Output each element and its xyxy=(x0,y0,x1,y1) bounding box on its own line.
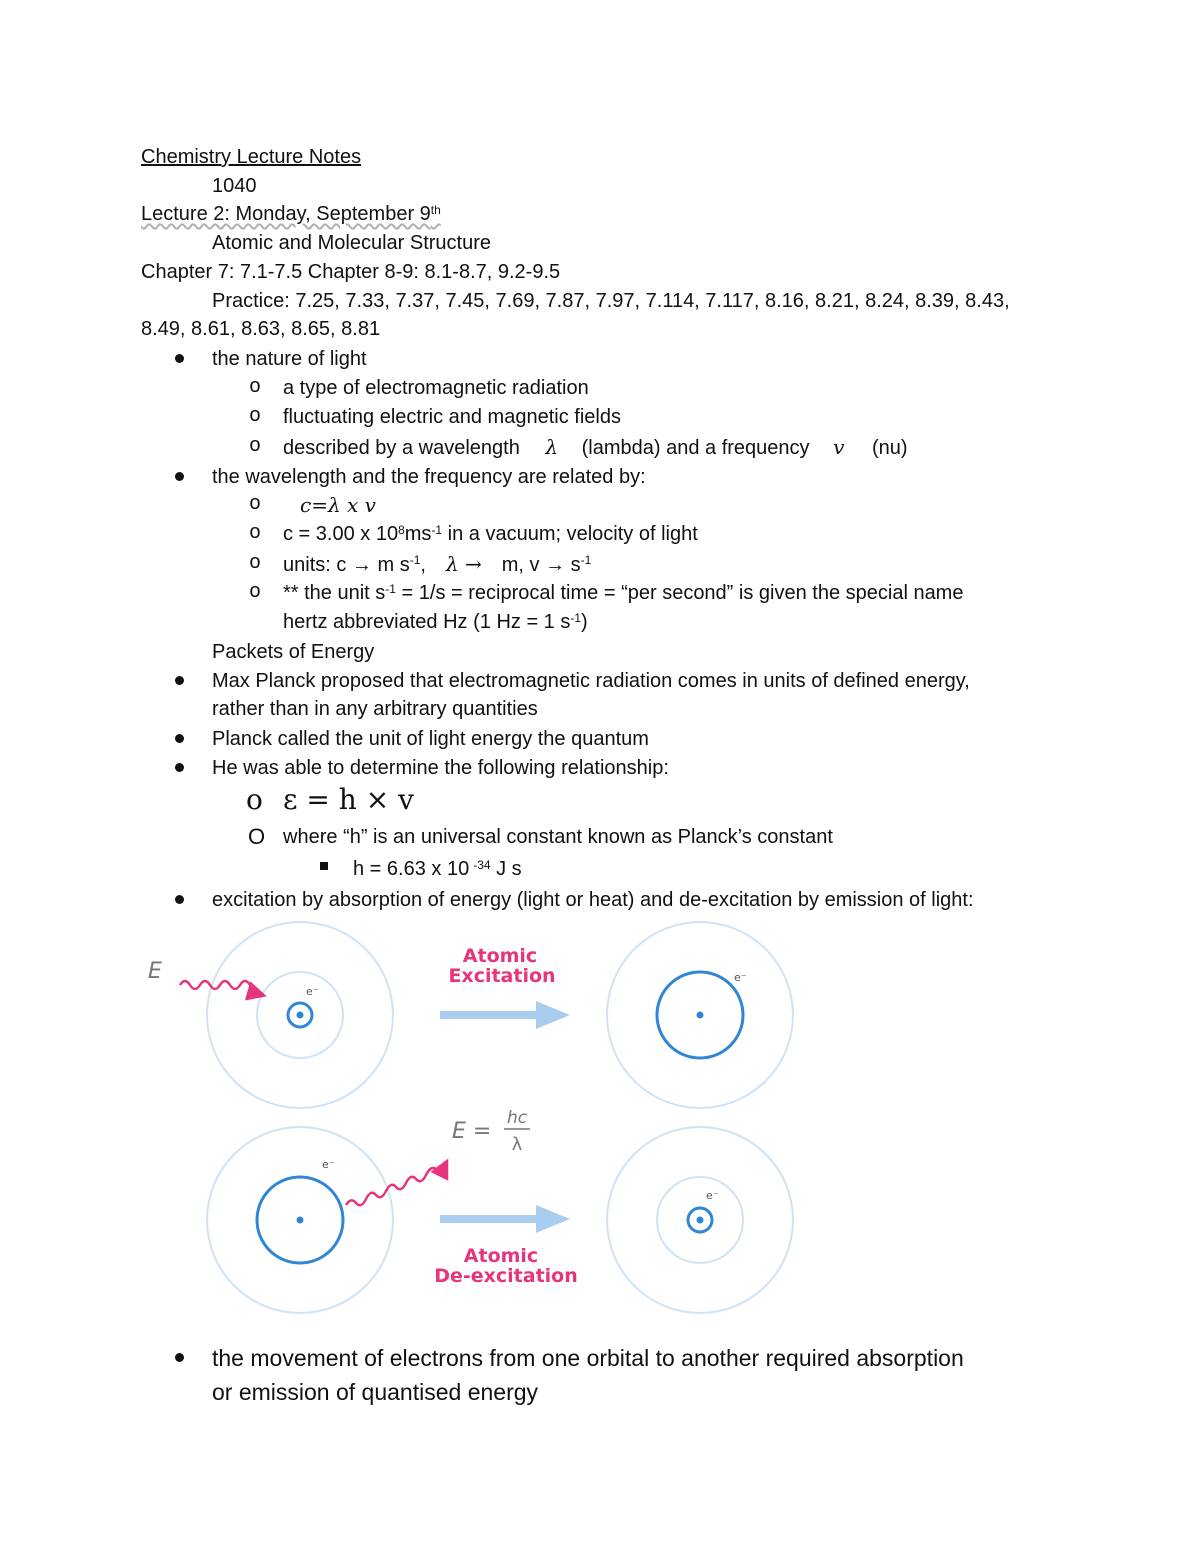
emitted-photon-wave xyxy=(346,1163,446,1205)
bullet-dot xyxy=(175,354,184,363)
practice-line-1: Practice: 7.25, 7.33, 7.37, 7.45, 7.69, 7.87, 7.97, 7.114, 7.117, 8.16, 8.21, 8.24, 8.39, 8.43, xyxy=(212,290,1010,312)
hertz-text-cont: = 1/s = reciprocal time = “per second” is given the special name xyxy=(395,582,964,604)
excitation-diagram xyxy=(140,915,820,1315)
units-lambda: λ → xyxy=(445,552,482,576)
sub-bullet-em-radiation: a type of electromagnetic radiation xyxy=(283,377,589,399)
sub-bullet-marker: o xyxy=(249,493,262,516)
section-packets-of-energy: Packets of Energy xyxy=(212,641,375,663)
bullet-nature-of-light: the nature of light xyxy=(212,348,367,370)
sub-bullet-wavelength-frequency xyxy=(283,434,908,461)
incoming-photon-wave xyxy=(180,981,262,995)
formula-denominator: λ xyxy=(511,1134,523,1155)
planck-equation: ε = h × v xyxy=(283,783,414,816)
lecture-sup: th xyxy=(430,203,441,217)
sub-bullet-marker: o xyxy=(249,522,262,545)
deexcitation-label-2: De-excitation xyxy=(434,1265,578,1287)
bullet-excitation: excitation by absorption of energy (light or heat) and de-excitation by emission of light: xyxy=(212,889,974,911)
title-text: Chemistry Lecture Notes xyxy=(141,146,362,168)
electron-label: e⁻ xyxy=(706,1189,719,1202)
energy-label: E xyxy=(148,959,162,984)
nu-text: (nu) xyxy=(872,437,908,459)
excitation-label-2: Excitation xyxy=(448,965,556,987)
bullet-dot xyxy=(175,676,184,685)
exp-neg1: -1 xyxy=(431,523,443,537)
sub-bullet-speed-of-light xyxy=(283,521,698,547)
bullet-relationship: He was able to determine the following relationship: xyxy=(212,757,669,779)
planck-constant-text: where “h” is an universal constant known as Planck’s constant xyxy=(283,826,833,848)
sub-bullet-units xyxy=(283,551,591,578)
close-paren: ) xyxy=(581,611,588,633)
exp-neg1: -1 xyxy=(385,582,396,596)
planck-constant-value xyxy=(353,856,522,882)
bullet-dot xyxy=(175,734,184,743)
bullet-dot xyxy=(175,1353,184,1362)
exp-neg1: -1 xyxy=(409,553,421,567)
h-unit: J s xyxy=(490,858,522,880)
excitation-arrow xyxy=(440,1001,570,1029)
wavelength-text: described by a wavelength xyxy=(283,437,520,459)
sub-bullet-hertz-line2 xyxy=(283,609,588,635)
nu-symbol: v xyxy=(833,435,845,459)
practice-line-2: 8.49, 8.61, 8.63, 8.65, 8.81 xyxy=(141,318,381,340)
sub-bullet-marker: o xyxy=(249,581,262,604)
exp-neg1: -1 xyxy=(570,611,582,625)
bullet-dot xyxy=(175,472,184,481)
hertz-text: ** the unit s xyxy=(283,582,386,604)
bullet-relation: the wavelength and the frequency are related by: xyxy=(212,466,646,488)
bullet-dot xyxy=(175,763,184,772)
bullet-electron-movement-line2: or emission of quantised energy xyxy=(212,1379,539,1405)
lecture-heading xyxy=(141,201,441,227)
sub-bullet-hertz xyxy=(283,580,963,606)
exp-8: 8 xyxy=(398,523,405,537)
electron-label: e⁻ xyxy=(734,971,747,984)
deexcitation-arrow xyxy=(440,1205,570,1233)
sub-bullet-marker: o xyxy=(249,435,262,458)
excitation-label-1: Atomic xyxy=(462,945,538,967)
frequency-text: (lambda) and a frequency xyxy=(581,437,810,459)
topic: Atomic and Molecular Structure xyxy=(212,232,492,254)
formula-numerator: hc xyxy=(506,1108,528,1128)
equation-c: c=λ x v xyxy=(300,493,376,517)
c-value: c = 3.00 x 10 xyxy=(283,523,399,545)
hertz-abbrev: hertz abbreviated Hz (1 Hz = 1 s xyxy=(283,611,571,633)
exp-neg1: -1 xyxy=(580,553,592,567)
lambda-symbol: λ xyxy=(545,435,559,459)
bullet-planck-line1: Max Planck proposed that electromagnetic radiation comes in units of defined energy, xyxy=(212,670,970,692)
sub-bullet-marker: o xyxy=(249,405,262,428)
atom-relaxed-state xyxy=(607,1127,793,1313)
sub-bullet-marker: o xyxy=(249,552,262,575)
deexcitation-label-1: Atomic xyxy=(463,1245,539,1267)
comma: , xyxy=(420,554,426,576)
sub-bullet-marker: o xyxy=(246,783,263,816)
bullet-electron-movement-line1: the movement of electrons from one orbital to another required absorption xyxy=(212,1345,964,1371)
chapters: Chapter 7: 7.1-7.5 Chapter 8-9: 8.1-8.7, 9.2-9.5 xyxy=(141,261,561,283)
electron-label: e⁻ xyxy=(306,985,319,998)
units-c: units: c → m s xyxy=(283,554,410,576)
vacuum-text: in a vacuum; velocity of light xyxy=(442,523,698,545)
c-unit: ms xyxy=(404,523,432,545)
bullet-planck-line2: rather than in any arbitrary quantities xyxy=(212,698,538,720)
sub-bullet-marker: o xyxy=(249,376,262,399)
lecture-text: Lecture 2: Monday, September 9 xyxy=(141,203,431,225)
exp-neg34: -34 xyxy=(473,858,491,872)
units-v: m, v → s xyxy=(501,554,581,576)
bullet-dot xyxy=(175,895,184,904)
bullet-quantum: Planck called the unit of light energy the quantum xyxy=(212,728,649,750)
atom-ground-state xyxy=(207,922,393,1108)
h-value: h = 6.63 x 10 xyxy=(353,858,470,880)
page-title xyxy=(141,144,361,170)
electron-label: e⁻ xyxy=(322,1158,335,1171)
course-number: 1040 xyxy=(212,175,257,197)
formula-e: E = xyxy=(452,1119,492,1144)
sub-bullet-fields: fluctuating electric and magnetic fields xyxy=(283,406,621,428)
atom-emitting-state xyxy=(207,1127,393,1313)
sub-bullet-marker: O xyxy=(248,824,266,849)
square-bullet xyxy=(320,862,328,870)
atom-excited-state xyxy=(607,922,793,1108)
